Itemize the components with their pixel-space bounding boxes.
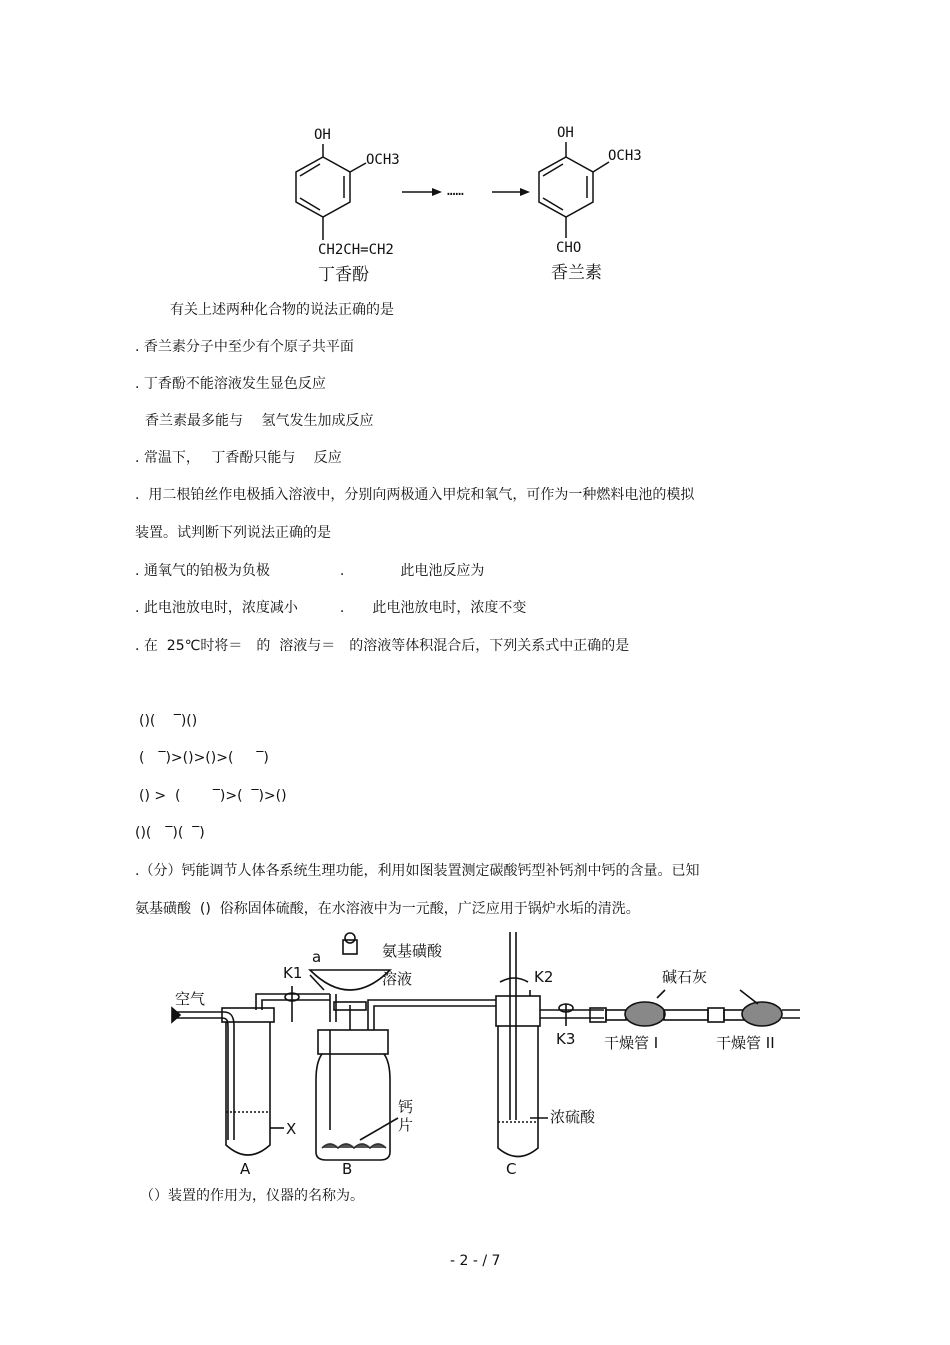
option-line: . 通氧气的铂极为负极 . 此电池反应为	[135, 563, 485, 579]
funnel-a-label: a	[312, 948, 322, 966]
bottle-c-label: C	[506, 1160, 517, 1178]
bottle-a-label: A	[240, 1160, 251, 1178]
question-stem: . 在 25℃时将＝ 的 溶液与＝ 的溶液等体积混合后，下列关系式中正确的是	[135, 638, 630, 654]
air-label: 空气	[175, 990, 206, 1008]
option-line: . 香兰素分子中至少有个原子共平面	[135, 339, 354, 355]
option-line: ( ‾)>()>()>( ‾)	[139, 750, 269, 766]
option-line: . 常温下， 丁香酚只能与 反应	[135, 450, 342, 466]
vanillin-och3: OCH3	[608, 148, 642, 164]
option-line: 香兰素最多能与 氢气发生加成反应	[145, 413, 374, 429]
k3-label: K3	[556, 1030, 576, 1048]
question-stem: . 用二根铂丝作电极插入溶液中，分别向两极通入甲烷和氧气，可作为一种燃料电池的模拟	[135, 487, 695, 503]
question-stem: .（分）钙能调节人体各系统生理功能，利用如图装置测定碳酸钙型补钙剂中钙的含量。已知	[135, 863, 700, 879]
k2-label: K2	[534, 968, 554, 986]
sulfamic-acid-label: 氨基磺酸	[382, 942, 443, 960]
eugenol-chain: CH2CH=CH2	[318, 242, 394, 258]
eugenol-och3: OCH3	[366, 152, 400, 168]
page-number: - 2 - / 7	[450, 1253, 501, 1269]
solution-label: 溶液	[382, 970, 413, 988]
sulfuric-acid-label: 浓硫酸	[550, 1108, 596, 1126]
calcium-tablet-label: 钙片	[398, 1098, 414, 1134]
x-label: X	[286, 1120, 297, 1138]
bottle-b-label: B	[342, 1160, 353, 1178]
option-line: () > ( ‾)>( ‾)>()	[139, 788, 287, 804]
option-line: ()( ‾)()	[139, 713, 198, 729]
option-line: . 丁香酚不能溶液发生显色反应	[135, 376, 326, 392]
option-line: ()( ‾)( ‾)	[135, 825, 205, 841]
sub-question: （）装置的作用为，仪器的名称为。	[140, 1188, 364, 1204]
k1-label: K1	[283, 964, 303, 982]
eugenol-name: 丁香酚	[318, 265, 369, 285]
vanillin-cho: CHO	[556, 240, 582, 256]
soda-lime-label: 碱石灰	[662, 968, 708, 986]
question-stem: 装置。试判断下列说法正确的是	[135, 525, 331, 541]
eugenol-oh: OH	[314, 127, 331, 143]
vanillin-name: 香兰素	[551, 263, 602, 283]
vanillin-oh: OH	[557, 125, 574, 141]
reaction-dots: ……	[447, 183, 464, 199]
question-stem: 有关上述两种化合物的说法正确的是	[170, 302, 394, 318]
drying-tube-2-label: 干燥管 II	[716, 1034, 775, 1052]
drying-tube-1-label: 干燥管 I	[604, 1034, 659, 1052]
option-line: . 此电池放电时，浓度减小 . 此电池放电时，浓度不变	[135, 600, 527, 616]
question-stem: 氨基磺酸 () 俗称固体硫酸，在水溶液中为一元酸，广泛应用于锅炉水垢的清洗。	[135, 901, 640, 917]
